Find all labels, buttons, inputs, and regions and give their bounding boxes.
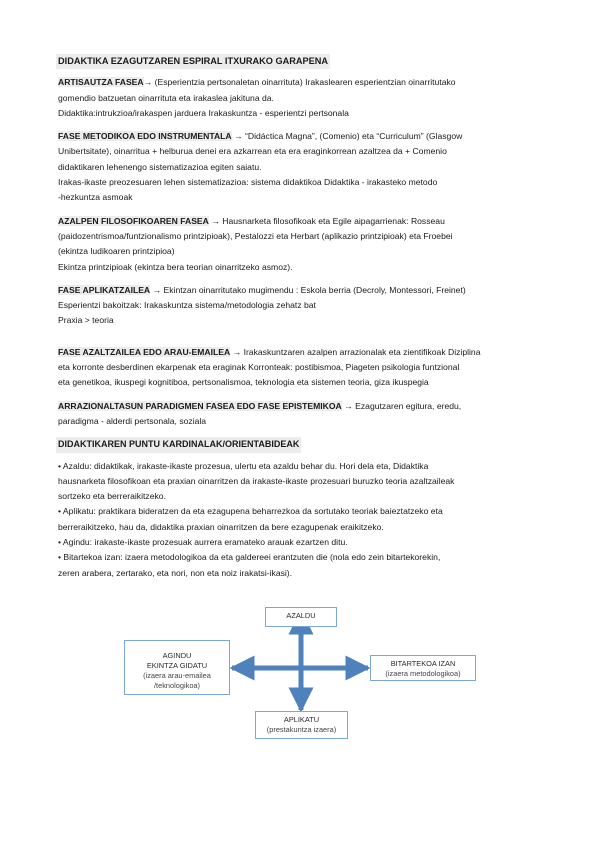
phase-line: Praxia > teoria — [58, 315, 114, 326]
bullet-item — [58, 504, 548, 535]
phase-line — [58, 214, 548, 229]
phase-line: Unibertsitate), oinarritua + helburua denei era azkarrean eta era eraginkorrean azaltzea da + Comenio — [58, 146, 447, 157]
phase-label: FASE METODIKOA EDO INSTRUMENTALA — [58, 131, 232, 142]
arrow-glyph: → — [150, 284, 164, 295]
phase-label: FASE AZALTZAILEA EDO ARAU-EMAILEA — [58, 346, 231, 357]
phase-line — [58, 75, 548, 90]
phase-line: gomendio batzuetan oinarrituta eta irakaslea jakituna da. — [58, 92, 274, 103]
phase-label: AZALPEN FILOSOFIKOAREN FASEA — [58, 215, 209, 226]
phase-text: (Esperientzia pertsonaletan oinarrituta) Irakaslearen esperientzian oinarritutako — [152, 77, 456, 88]
document-page — [58, 54, 548, 581]
phase-line: Irakas-ikaste preozesuaren lehen sistematizazioa: sistema didaktikoa Didaktika - irakasteko metodo — [58, 177, 438, 188]
diagram-left-line3: (izaera arau-emailea — [143, 671, 211, 680]
bullet-line: • Aplikatu: praktikara bideratzen da eta ezagupena beharrezkoa da sortutako teoriak baieztatzeko eta — [58, 506, 443, 517]
phase-block — [58, 283, 548, 329]
diagram-box-bottom — [255, 711, 348, 739]
phase-label: ARTISAUTZA FASEA — [58, 77, 144, 88]
bullet-line: • Agindu: irakaste-ikaste prozesuak aurrera eramateko arauak ezartzen ditu. — [58, 537, 348, 548]
section2-title: DIDAKTIKAREN PUNTU KARDINALAK/ORIENTABIDEAK — [56, 437, 301, 452]
diagram-bottom-title: APLIKATU — [283, 715, 320, 724]
phase-block — [58, 75, 548, 121]
bullet-line: zeren arabera, zertarako, eta nori, non eta noiz irakatsi-ikasi). — [58, 567, 293, 578]
diagram-right-sub: (izaera metodologikoa) — [385, 669, 461, 678]
arrow-glyph: → — [143, 77, 153, 88]
phase-text: Ezagutzaren egitura, eredu, — [355, 400, 462, 411]
bullet-item — [58, 550, 548, 581]
phase-line: eta korronte desberdinen ekarpenak eta eraginak Korronteak: postibismoa, Piageten psikologia funtzional — [58, 362, 460, 373]
phase-line — [58, 399, 548, 414]
bullet-line: • Azaldu: didaktikak, irakaste-ikaste prozesua, ulertu eta azaldu behar du. Hori dela eta, Didaktika — [58, 460, 429, 471]
diagram-left-line4: /teknologikoa) — [153, 681, 200, 690]
diagram-box-right — [370, 655, 476, 681]
phase-line: eta genetikoa, ikuspegi kognitiboa, pertsonalismoa, teknologia eta sistemen teoria, giza ikuspegia — [58, 377, 429, 388]
bullet-line: hausnarketa filosofikoan eta praxian oinarritzen da irakaste-ikaste prozesuari buruzko teoria azaltzaileak — [58, 475, 455, 486]
document-title: DIDAKTIKA EZAGUTZAREN ESPIRAL ITXURAKO GARAPENA — [56, 54, 330, 69]
phase-text: Ekintzan oinarritutako mugimendu : Eskola berria (Decroly, Montessori, Freinet) — [163, 284, 466, 295]
arrow-glyph: → — [341, 400, 356, 411]
diagram-right-title: BITARTEKOA IZAN — [390, 659, 456, 668]
diagram-left-line2: EKINTZA GIDATU — [146, 661, 208, 670]
phase-line: Esperientzi bakoitzak: Irakaskuntza sistema/metodologia zehatz bat — [58, 300, 316, 311]
arrow-glyph: → — [231, 131, 246, 142]
phase-text: Hausnarketa filosofikoak eta Egile aipagarrienak: Rosseau — [222, 215, 445, 226]
arrow-glyph: → — [208, 215, 223, 226]
phase-line: paradigma - alderdi pertsonala, soziala — [58, 415, 207, 426]
phase-text: “Didáctica Magna”, (Comenio) eta “Curriculum” (Glasgow — [245, 131, 463, 142]
diagram-bottom-sub: (prestakuntza izaera) — [266, 725, 337, 734]
bullet-item — [58, 459, 548, 505]
phase-line: didaktikaren lehenengo sistematizazioa egiten saiatu. — [58, 161, 262, 172]
diagram-left-title: AGINDU — [162, 651, 192, 660]
phase-line — [58, 129, 548, 144]
phase-label: ARRAZIONALTASUN PARADIGMEN FASEA EDO FASE EPISTEMIKOA — [58, 400, 342, 411]
phase-block — [58, 129, 548, 205]
bullet-line: • Bitartekoa izan: izaera metodologikoa da eta galdereei erantzuten die (nola edo zein bitartekorekin, — [58, 552, 441, 563]
phase-block — [58, 399, 548, 430]
phase-block — [58, 345, 548, 391]
phase-line: Ekintza printzipioak (ekintza bera teorian oinarritzeko asmoz). — [58, 261, 293, 272]
arrow-glyph: → — [230, 346, 244, 357]
phase-line: Didaktika:intrukzioa/irakaspen jarduera Irakaskuntza - esperientzi pertsonala — [58, 107, 349, 118]
phase-block — [58, 214, 548, 275]
phase-line — [58, 345, 548, 360]
diagram-box-left — [124, 640, 230, 695]
phase-line: -hezkuntza asmoak — [58, 192, 133, 203]
bullet-line: sortzeko eta berreraikitzeko. — [58, 491, 166, 502]
bullet-line: berreraikitzeko, hau da, didaktika praxian oinarritzen da bere ezagupenak eraikitzeko. — [58, 521, 384, 532]
diagram-top-label: AZALDU — [286, 611, 316, 620]
phase-text: Irakaskuntzaren azalpen arrazionalak eta zientifikoak Diziplina — [243, 346, 481, 357]
phase-line: (ekintza ludikoaren printzipioa) — [58, 246, 175, 257]
diagram-box-top — [265, 607, 337, 627]
phase-line: (paidozentrismoa/funtzionalismo printzipioak), Pestalozzi eta Herbart (aplikazio printzipioak) eta Froebei — [58, 230, 453, 241]
phase-label: FASE APLIKATZAILEA — [58, 284, 151, 295]
phase-line — [58, 283, 548, 298]
bullet-item — [58, 535, 548, 550]
